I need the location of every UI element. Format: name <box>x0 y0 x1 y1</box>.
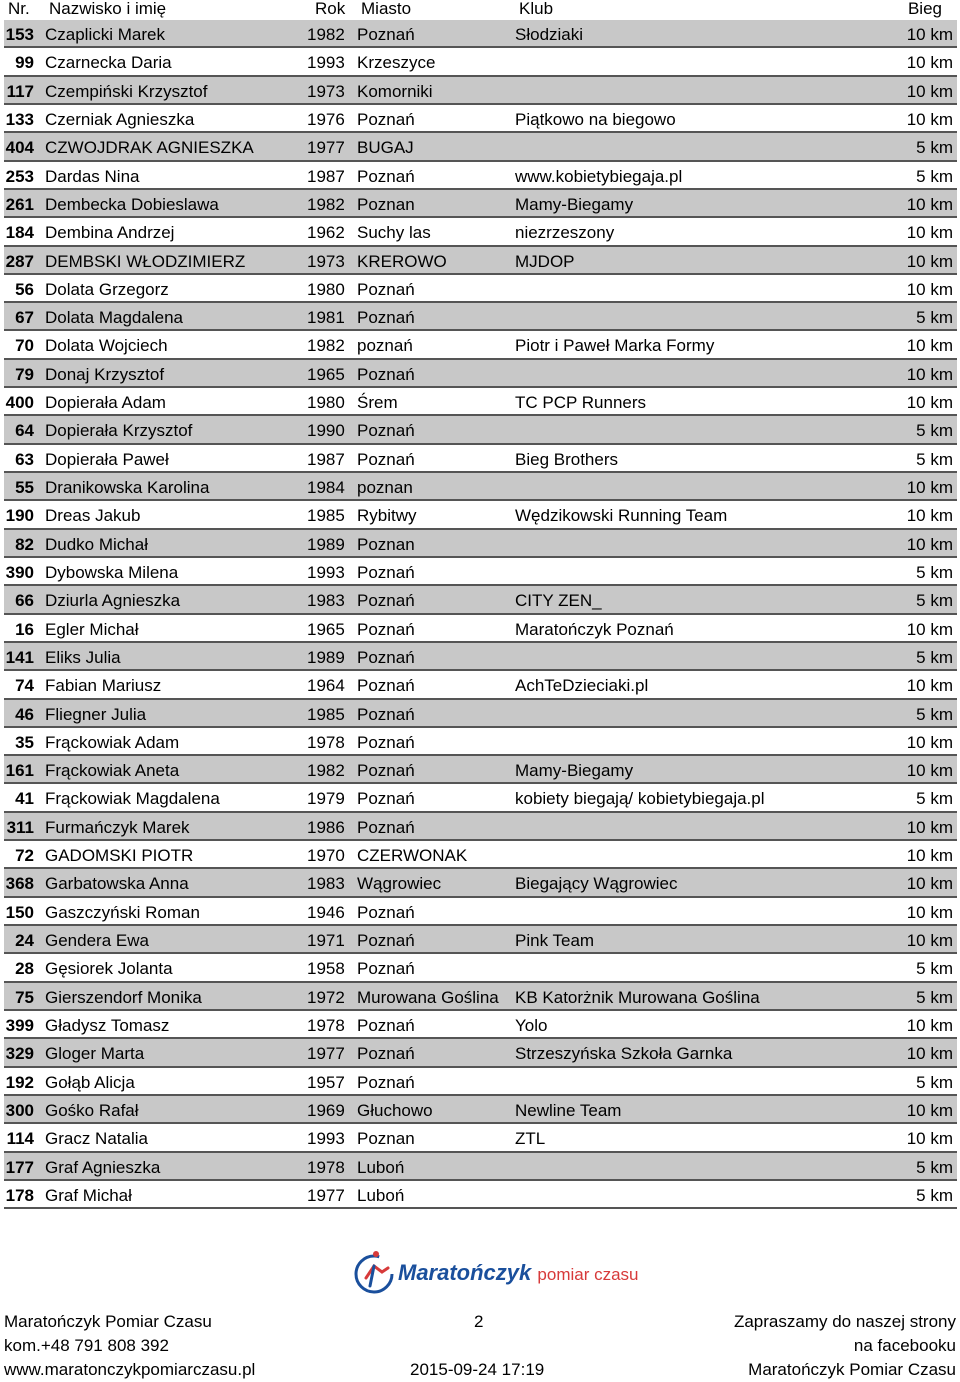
cell-run: 5 km <box>916 1072 953 1092</box>
cell-year: 1972 <box>307 987 345 1007</box>
cell-nr: 368 <box>5 874 34 894</box>
cell-year: 1973 <box>307 251 345 271</box>
cell-run: 5 km <box>916 166 953 186</box>
cell-name: Frąckowiak Aneta <box>45 761 180 781</box>
table-row <box>4 303 957 331</box>
cell-year: 1982 <box>307 336 345 356</box>
table-row <box>4 247 957 275</box>
table-row <box>4 643 957 671</box>
cell-run: 5 km <box>916 647 953 667</box>
cell-run: 10 km <box>906 902 953 922</box>
cell-city: Poznań <box>357 591 415 611</box>
table-row <box>4 48 957 76</box>
table-row <box>4 1124 957 1152</box>
cell-run: 10 km <box>906 1044 953 1064</box>
cell-nr: 41 <box>15 789 34 809</box>
cell-club: Bieg Brothers <box>515 449 618 469</box>
cell-club: AchTeDzieciaki.pl <box>515 676 649 696</box>
header-city: Miasto <box>361 0 412 18</box>
cell-city: poznan <box>357 478 413 497</box>
maratonczyk-logo <box>352 1248 639 1298</box>
cell-year: 1977 <box>307 1044 345 1064</box>
cell-run: 5 km <box>916 421 953 441</box>
table-row <box>4 331 957 359</box>
cell-name: DEMBSKI WŁODZIMIERZ <box>45 251 246 271</box>
cell-year: 1971 <box>307 931 345 950</box>
cell-name: Furmańczyk Marek <box>45 817 190 837</box>
logo-brand: Maratończyk <box>398 1260 532 1285</box>
cell-year: 1985 <box>307 704 345 724</box>
cell-year: 1979 <box>307 789 345 809</box>
cell-nr: 64 <box>15 421 34 441</box>
cell-name: GADOMSKI PIOTR <box>45 846 194 866</box>
cell-run: 5 km <box>916 562 953 582</box>
cell-city: Poznań <box>357 761 415 781</box>
cell-nr: 133 <box>5 109 34 129</box>
cell-club: Strzeszyńska Szkoła Garnka <box>515 1044 733 1064</box>
cell-city: KREROWO <box>357 251 447 271</box>
cell-run: 10 km <box>906 534 953 554</box>
footer-facebook: na facebooku <box>853 1336 956 1355</box>
footer-invite: Zapraszamy do naszej strony <box>733 1312 956 1331</box>
cell-city: Poznań <box>357 647 415 667</box>
cell-nr: 82 <box>15 534 34 554</box>
cell-year: 1969 <box>307 1100 345 1120</box>
cell-nr: 72 <box>15 846 34 866</box>
table-row <box>4 926 957 954</box>
table-row <box>4 1153 957 1181</box>
cell-city: Poznań <box>357 1015 415 1035</box>
cell-city: Poznań <box>357 619 415 639</box>
cell-city: Poznań <box>357 732 415 752</box>
cell-year: 1980 <box>307 279 345 299</box>
cell-city: Poznań <box>357 421 415 441</box>
cell-run: 5 km <box>916 1185 953 1205</box>
cell-nr: 400 <box>5 393 34 413</box>
cell-club: Pink Team <box>515 931 595 950</box>
page-footer <box>0 1310 960 1382</box>
cell-city: Poznań <box>357 166 415 186</box>
header-nr: Nr. <box>8 0 30 18</box>
cell-club: Yolo <box>515 1015 548 1035</box>
table-row <box>4 20 957 48</box>
footer-website: www.maratonczykpomiarczasu.pl <box>4 1360 256 1379</box>
table-row <box>4 445 957 473</box>
cell-nr: 150 <box>5 902 34 922</box>
cell-run: 5 km <box>916 138 953 158</box>
cell-run: 10 km <box>906 817 953 837</box>
cell-name: Gładysz Tomasz <box>45 1015 170 1035</box>
cell-city: Poznań <box>357 902 415 922</box>
cell-city: Głuchowo <box>357 1100 433 1120</box>
cell-nr: 99 <box>15 53 34 73</box>
cell-club: KB Katorżnik Murowana Goślina <box>515 987 760 1007</box>
table-row <box>4 388 957 416</box>
table-row <box>4 473 957 501</box>
cell-nr: 56 <box>15 279 34 299</box>
footer-company: Maratończyk Pomiar Czasu <box>4 1312 212 1331</box>
table-row <box>4 133 957 161</box>
cell-name: Gęsiorek Jolanta <box>45 959 173 979</box>
cell-year: 1976 <box>307 109 345 129</box>
cell-city: Murowana Goślina <box>357 987 499 1007</box>
cell-year: 1977 <box>307 1185 345 1205</box>
cell-run: 10 km <box>906 336 953 356</box>
cell-nr: 404 <box>5 138 34 158</box>
cell-run: 10 km <box>906 846 953 866</box>
table-row <box>4 275 957 303</box>
table-row <box>4 1011 957 1039</box>
table-row <box>4 360 957 388</box>
cell-city: Poznań <box>357 704 415 724</box>
cell-name: Dybowska Milena <box>45 562 179 582</box>
table-row <box>4 700 957 728</box>
cell-name: CZWOJDRAK AGNIESZKA <box>45 138 254 158</box>
cell-run: 10 km <box>906 478 953 497</box>
cell-year: 1990 <box>307 421 345 441</box>
cell-name: Dopierała Adam <box>45 393 166 413</box>
cell-name: Donaj Krzysztof <box>45 364 165 384</box>
cell-year: 1993 <box>307 562 345 582</box>
cell-nr: 16 <box>15 619 34 639</box>
table-row <box>4 190 957 218</box>
cell-club: niezrzeszony <box>515 223 615 243</box>
cell-nr: 261 <box>5 194 34 214</box>
cell-nr: 153 <box>5 25 34 44</box>
cell-city: Poznań <box>357 817 415 837</box>
cell-run: 5 km <box>916 449 953 469</box>
cell-run: 10 km <box>906 223 953 243</box>
header-year: Rok <box>315 0 346 18</box>
cell-nr: 74 <box>15 676 34 696</box>
cell-run: 10 km <box>906 109 953 129</box>
cell-name: Frąckowiak Adam <box>45 732 180 752</box>
footer-datetime: 2015-09-24 17:19 <box>410 1360 545 1379</box>
cell-city: Luboń <box>357 1185 405 1205</box>
cell-club: Piotr i Paweł Marka Formy <box>515 336 715 356</box>
cell-club: Biegający Wągrowiec <box>515 874 678 894</box>
cell-year: 1982 <box>307 194 345 214</box>
cell-name: Dranikowska Karolina <box>45 478 210 497</box>
cell-name: Egler Michał <box>45 619 139 639</box>
cell-nr: 46 <box>15 704 34 724</box>
cell-run: 10 km <box>906 393 953 413</box>
cell-run: 10 km <box>906 81 953 101</box>
cell-city: Poznań <box>357 308 415 328</box>
cell-name: Dolata Wojciech <box>45 336 168 356</box>
table-row <box>4 1068 957 1096</box>
logo-text <box>398 1260 639 1286</box>
cell-nr: 192 <box>5 1072 34 1092</box>
cell-run: 10 km <box>906 761 953 781</box>
cell-city: Poznań <box>357 279 415 299</box>
cell-city: Poznań <box>357 959 415 979</box>
cell-nr: 161 <box>5 761 34 781</box>
cell-run: 10 km <box>906 506 953 526</box>
cell-name: Gierszendorf Monika <box>45 987 202 1007</box>
cell-club: Piątkowo na biegowo <box>515 109 676 129</box>
cell-year: 1993 <box>307 1129 345 1149</box>
table-row <box>4 1096 957 1124</box>
cell-run: 10 km <box>906 1015 953 1035</box>
cell-run: 10 km <box>906 619 953 639</box>
cell-city: Poznań <box>357 676 415 696</box>
footer-company-right: Maratończyk Pomiar Czasu <box>748 1360 956 1379</box>
cell-year: 1981 <box>307 308 345 328</box>
cell-city: Poznań <box>357 364 415 384</box>
table-row <box>4 218 957 246</box>
cell-name: Dolata Grzegorz <box>45 279 169 299</box>
table-header <box>4 0 957 19</box>
cell-club: TC PCP Runners <box>515 393 647 413</box>
cell-city: Poznań <box>357 109 415 129</box>
cell-nr: 114 <box>6 1129 34 1149</box>
cell-city: CZERWONAK <box>357 846 468 866</box>
cell-city: Poznan <box>357 194 415 214</box>
cell-year: 1986 <box>307 817 345 837</box>
cell-nr: 70 <box>15 336 34 356</box>
cell-name: Czerniak Agnieszka <box>45 109 195 129</box>
cell-city: Luboń <box>357 1157 405 1177</box>
table-row <box>4 869 957 897</box>
cell-name: Dopierała Krzysztof <box>45 421 193 441</box>
cell-run: 10 km <box>906 1100 953 1120</box>
cell-year: 1982 <box>307 25 345 44</box>
cell-name: Eliks Julia <box>45 647 121 667</box>
table-row <box>4 105 957 133</box>
row-divider <box>4 1207 957 1209</box>
cell-year: 1989 <box>307 647 345 667</box>
header-club: Klub <box>519 0 554 18</box>
cell-name: Fabian Mariusz <box>45 676 162 696</box>
cell-run: 10 km <box>906 931 953 950</box>
cell-name: Dopierała Paweł <box>45 449 169 469</box>
cell-city: Suchy las <box>357 223 431 243</box>
cell-name: Czarnecka Daria <box>45 53 172 73</box>
cell-city: BUGAJ <box>357 138 414 158</box>
table-row <box>4 756 957 784</box>
cell-year: 1983 <box>307 874 345 894</box>
cell-club: Newline Team <box>515 1100 622 1120</box>
cell-run: 10 km <box>906 874 953 894</box>
cell-nr: 55 <box>15 478 34 497</box>
cell-year: 1983 <box>307 591 345 611</box>
cell-club: Mamy-Biegamy <box>515 761 634 781</box>
cell-nr: 399 <box>5 1015 34 1035</box>
footer-phone: kom.+48 791 808 392 <box>4 1336 169 1355</box>
cell-nr: 66 <box>15 591 34 611</box>
table-row <box>4 983 957 1011</box>
table-row <box>4 1039 957 1067</box>
cell-club: kobiety biegają/ kobietybiegaja.pl <box>515 789 765 809</box>
cell-run: 10 km <box>906 1129 953 1149</box>
cell-name: Frąckowiak Magdalena <box>45 789 220 809</box>
table-row <box>4 162 957 190</box>
cell-name: Fliegner Julia <box>45 704 147 724</box>
cell-city: Rybitwy <box>357 506 417 526</box>
cell-nr: 28 <box>15 959 34 979</box>
cell-name: Dziurla Agnieszka <box>45 591 181 611</box>
cell-nr: 177 <box>5 1157 34 1177</box>
cell-run: 5 km <box>916 308 953 328</box>
cell-year: 1978 <box>307 732 345 752</box>
cell-nr: 184 <box>5 223 34 243</box>
cell-name: Gołąb Alicja <box>45 1072 135 1092</box>
cell-nr: 117 <box>6 81 34 101</box>
cell-year: 1984 <box>307 478 345 497</box>
cell-year: 1978 <box>307 1015 345 1035</box>
cell-nr: 24 <box>15 931 34 950</box>
cell-city: Krzeszyce <box>357 53 436 73</box>
cell-name: Czempiński Krzysztof <box>45 81 208 101</box>
cell-name: Dardas Nina <box>45 166 140 186</box>
cell-nr: 178 <box>5 1185 34 1205</box>
table-row <box>4 841 957 869</box>
cell-year: 1982 <box>307 761 345 781</box>
cell-year: 1973 <box>307 81 345 101</box>
cell-year: 1985 <box>307 506 345 526</box>
table-row <box>4 77 957 105</box>
cell-nr: 35 <box>15 732 34 752</box>
cell-club: ZTL <box>515 1129 546 1149</box>
cell-run: 10 km <box>906 279 953 299</box>
table-row <box>4 501 957 529</box>
cell-run: 5 km <box>916 987 953 1007</box>
cell-name: Dembina Andrzej <box>45 223 175 243</box>
cell-year: 1957 <box>307 1072 345 1092</box>
cell-city: Poznań <box>357 931 415 950</box>
table-row <box>4 586 957 614</box>
header-name: Nazwisko i imię <box>49 0 167 18</box>
cell-city: Komorniki <box>357 81 433 101</box>
table-row <box>4 784 957 812</box>
cell-run: 5 km <box>916 959 953 979</box>
cell-year: 1958 <box>307 959 345 979</box>
cell-nr: 300 <box>5 1100 34 1120</box>
cell-run: 10 km <box>906 53 953 73</box>
cell-year: 1993 <box>307 53 345 73</box>
table-row <box>4 671 957 699</box>
cell-city: Poznań <box>357 562 415 582</box>
cell-run: 5 km <box>916 789 953 809</box>
cell-nr: 75 <box>15 987 34 1007</box>
cell-city: Poznań <box>357 789 415 809</box>
cell-name: Dreas Jakub <box>45 506 141 526</box>
header-run: Bieg <box>907 0 942 18</box>
cell-city: Wągrowiec <box>357 874 442 894</box>
table-row <box>4 813 957 841</box>
cell-name: Dembecka Dobieslawa <box>45 194 219 214</box>
cell-year: 1980 <box>307 393 345 413</box>
table-row <box>4 954 957 982</box>
cell-nr: 190 <box>5 506 34 526</box>
cell-club: Maratończyk Poznań <box>515 619 674 639</box>
cell-year: 1978 <box>307 1157 345 1177</box>
cell-club: www.kobietybiegaja.pl <box>515 166 683 186</box>
cell-nr: 253 <box>5 166 34 186</box>
cell-year: 1977 <box>307 138 345 158</box>
cell-year: 1989 <box>307 534 345 554</box>
table-row <box>4 530 957 558</box>
cell-year: 1987 <box>307 166 345 186</box>
cell-city: Poznan <box>357 1129 415 1149</box>
cell-city: Śrem <box>357 393 398 413</box>
table-row <box>4 898 957 926</box>
cell-year: 1965 <box>307 364 345 384</box>
cell-name: Dudko Michał <box>45 534 148 554</box>
logo-sub: pomiar czasu <box>537 1265 639 1284</box>
cell-year: 1964 <box>307 676 345 696</box>
cell-nr: 390 <box>5 562 34 582</box>
cell-club: Słodziaki <box>515 25 584 44</box>
cell-name: Czaplicki Marek <box>45 25 165 44</box>
cell-name: Gracz Natalia <box>45 1129 148 1149</box>
cell-run: 5 km <box>916 1157 953 1177</box>
cell-nr: 67 <box>15 308 34 328</box>
cell-year: 1970 <box>307 846 345 866</box>
cell-name: Dolata Magdalena <box>45 308 183 328</box>
cell-club: CITY ZEN_ <box>515 591 602 611</box>
cell-name: Graf Michał <box>45 1185 132 1205</box>
cell-run: 10 km <box>906 251 953 271</box>
table-row <box>4 1181 957 1209</box>
cell-nr: 311 <box>6 817 34 837</box>
cell-run: 10 km <box>906 732 953 752</box>
cell-club: MJDOP <box>515 251 575 271</box>
cell-name: Gaszczyński Roman <box>45 902 200 922</box>
cell-name: Gendera Ewa <box>45 931 149 950</box>
cell-year: 1987 <box>307 449 345 469</box>
page-number: 2 <box>474 1312 484 1331</box>
cell-run: 5 km <box>916 704 953 724</box>
results-table <box>4 20 957 1209</box>
cell-name: Gloger Marta <box>45 1044 145 1064</box>
cell-run: 10 km <box>906 25 953 44</box>
cell-club: Mamy-Biegamy <box>515 194 634 214</box>
table-row <box>4 558 957 586</box>
cell-nr: 79 <box>15 364 34 384</box>
cell-city: poznań <box>357 336 413 356</box>
runner-clock-icon <box>352 1248 398 1298</box>
cell-nr: 329 <box>5 1044 34 1064</box>
cell-nr: 63 <box>15 449 34 469</box>
table-row <box>4 416 957 444</box>
cell-city: Poznań <box>357 449 415 469</box>
cell-year: 1965 <box>307 619 345 639</box>
cell-name: Gośko Rafał <box>45 1100 139 1120</box>
cell-nr: 287 <box>5 251 34 271</box>
cell-name: Graf Agnieszka <box>45 1157 161 1177</box>
cell-city: Poznań <box>357 25 415 44</box>
cell-city: Poznań <box>357 1072 415 1092</box>
cell-club: Wędzikowski Running Team <box>515 506 728 526</box>
cell-run: 10 km <box>906 194 953 214</box>
cell-run: 10 km <box>906 364 953 384</box>
table-row <box>4 728 957 756</box>
cell-run: 10 km <box>906 676 953 696</box>
table-row <box>4 615 957 643</box>
cell-city: Poznan <box>357 534 415 554</box>
cell-name: Garbatowska Anna <box>45 874 189 894</box>
cell-run: 5 km <box>916 591 953 611</box>
cell-year: 1946 <box>307 902 345 922</box>
cell-nr: 141 <box>5 647 34 667</box>
cell-city: Poznań <box>357 1044 415 1064</box>
cell-year: 1962 <box>307 223 345 243</box>
